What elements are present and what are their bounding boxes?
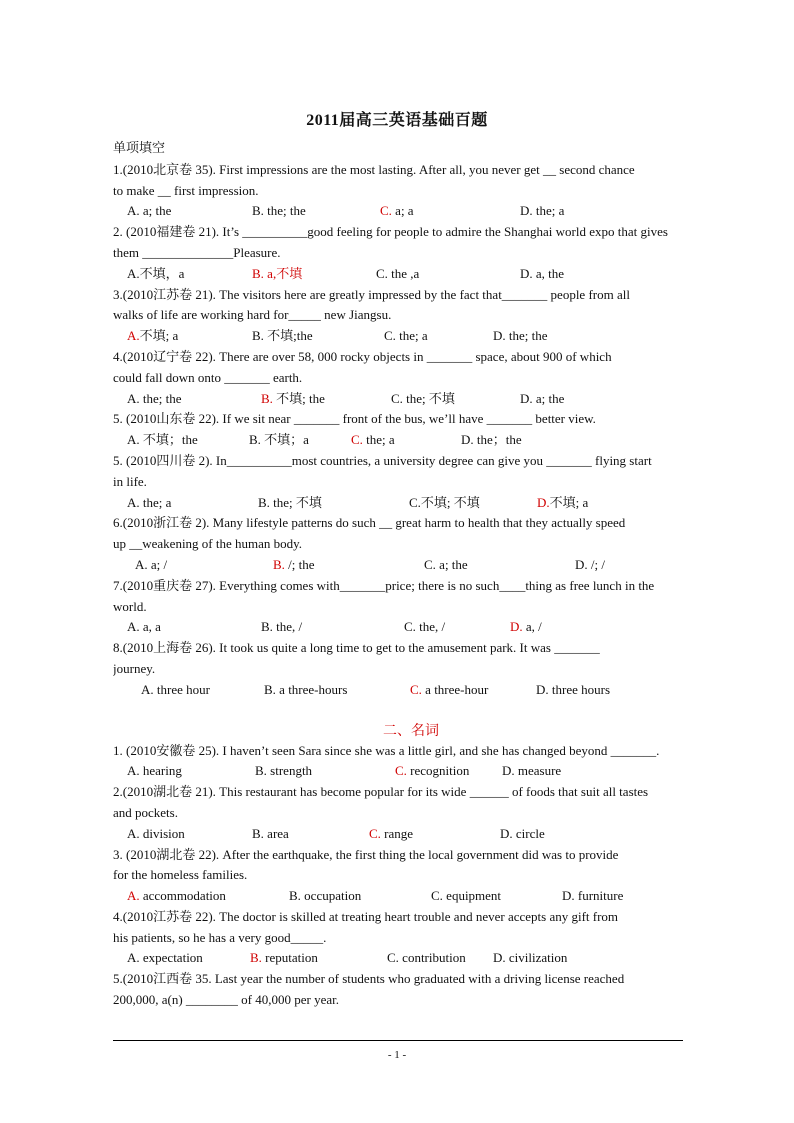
options-row: [113, 201, 709, 222]
option-a-text: accommodation: [139, 888, 226, 904]
option-c: C. equipment: [431, 888, 502, 904]
question-text: for the homeless families.: [113, 867, 248, 883]
options-row: [113, 493, 709, 514]
question-text: journey.: [113, 660, 156, 676]
option-d: D. the；the: [461, 432, 522, 448]
option-d: D. a; the: [520, 390, 565, 406]
question-text: 200,000, a(n) ________ of 40,000 per year.: [113, 992, 340, 1008]
question-text: 4.(2010江苏卷 22). The doctor is skilled at treating heart trouble and never accepts any gift from: [113, 908, 619, 924]
answer-marker: A.: [127, 328, 140, 344]
option-b-text: 不填; the: [272, 390, 325, 406]
answer-marker: B.: [261, 390, 273, 406]
option-d-text: 不填; a: [549, 494, 589, 510]
option-d: D. circle: [500, 825, 545, 841]
options-row: [113, 389, 709, 410]
option-a: A.不填，a: [127, 265, 185, 281]
option-a: A. a, a: [127, 619, 161, 635]
question-text: 4.(2010辽宁卷 22). There are over 58, 000 rocky objects in _______ space, about 900 of which: [113, 348, 612, 364]
question-text: 1. (2010安徽卷 25). I haven’t seen Sara since she was a little girl, and she has changed beyond _______.: [113, 742, 660, 758]
option-c: C. the ,a: [376, 265, 420, 281]
question-text: 7.(2010重庆卷 27). Everything comes with_______price; there is no such____thing as free lunch in the: [113, 577, 655, 593]
question-text: 1.(2010北京卷 35). First impressions are the most lasting. After all, you never get __ second chance: [113, 161, 635, 177]
option-c: C. contribution: [387, 950, 466, 966]
question-text: 2. (2010福建卷 21). It’s __________good feeling for people to admire the Shanghai world expo that gives: [113, 224, 668, 240]
question-text: 5. (2010四川卷 2). In__________most countries, a university degree can give you _______ flying start: [113, 452, 652, 468]
option-b-text: /; the: [284, 556, 315, 572]
option-b-text: reputation: [261, 950, 318, 966]
options-row: [113, 555, 709, 576]
option-c: C. the, /: [404, 619, 446, 635]
answer-marker: A.: [127, 888, 140, 904]
option-a: A. the; the: [127, 390, 182, 406]
option-c: C. the; a: [384, 328, 428, 344]
option-d-text: a, /: [522, 619, 542, 635]
option-b: B. strength: [255, 763, 313, 779]
question-text: 2.(2010湖北卷 21). This restaurant has become popular for its wide ______ of foods that suit all tastes: [113, 784, 649, 800]
option-b-text: a,不填: [263, 265, 303, 281]
answer-marker: C.: [395, 763, 407, 779]
option-d: D. /; /: [575, 556, 605, 572]
option-c: C.不填; 不填: [409, 494, 480, 510]
question-text: walks of life are working hard for_____ new Jiangsu.: [113, 307, 392, 323]
option-a: A. division: [127, 825, 185, 841]
option-a: A. 不填；the: [127, 432, 198, 448]
section-heading-single-choice: 单项填空: [113, 141, 166, 156]
answer-marker: B.: [250, 950, 262, 966]
option-a: A. hearing: [127, 763, 182, 779]
answer-marker: C.: [410, 681, 422, 697]
option-d: D. a, the: [520, 265, 565, 281]
footer-divider: [113, 1040, 683, 1041]
option-c-text: range: [380, 825, 414, 841]
question-text: in life.: [113, 473, 147, 489]
option-c-text: a three-hour: [421, 681, 489, 697]
option-d: D. the; a: [520, 203, 565, 219]
options-row: [113, 886, 709, 907]
option-b: B. occupation: [289, 888, 362, 904]
option-d: D. measure: [502, 763, 562, 779]
option-a-text: 不填; a: [139, 328, 179, 344]
option-b: B. 不填；a: [249, 432, 309, 448]
option-b: B. the, /: [261, 619, 303, 635]
question-text: to make __ first impression.: [113, 182, 259, 198]
option-d: D. furniture: [562, 888, 624, 904]
question-text: 5.(2010江西卷 35. Last year the number of students who graduated with a driving license reached: [113, 971, 625, 987]
option-d: D. the; the: [493, 328, 548, 344]
section-heading-nouns: 二、名词: [383, 722, 439, 739]
answer-marker: C.: [369, 825, 381, 841]
options-row: [113, 617, 709, 638]
options-row: [113, 680, 709, 701]
answer-marker: C.: [380, 203, 392, 219]
question-text: 3. (2010湖北卷 22). After the earthquake, the first thing the local government did was to provide: [113, 846, 619, 862]
options-row: [113, 326, 709, 347]
option-c: C. a; the: [424, 556, 468, 572]
option-a: A. three hour: [141, 681, 210, 697]
option-b: B. area: [252, 825, 289, 841]
option-c-text: a; a: [391, 203, 414, 219]
question-text: 8.(2010上海卷 26). It took us quite a long time to get to the amusement park. It was _______: [113, 640, 600, 656]
options-row: [113, 264, 709, 285]
answer-marker: C.: [351, 432, 363, 448]
question-text: 3.(2010江苏卷 21). The visitors here are greatly impressed by the fact that_______ people from all: [113, 286, 630, 302]
question-text: 6.(2010浙江卷 2). Many lifestyle patterns do such __ great harm to health that they actually speed: [113, 515, 626, 531]
option-b: B. the; 不填: [258, 494, 322, 510]
question-text: 5. (2010山东卷 22). If we sit near _______ front of the bus, we’ll have _______ better view.: [113, 411, 596, 427]
question-text: world.: [113, 598, 147, 614]
options-row: [113, 430, 709, 451]
options-row: [113, 761, 709, 782]
question-text: his patients, so he has a very good_____.: [113, 929, 327, 945]
question-text: them ______________Pleasure.: [113, 244, 281, 260]
question-text: could fall down onto _______ earth.: [113, 369, 303, 385]
options-row: [113, 948, 709, 969]
option-b: B. 不填;the: [252, 328, 313, 344]
answer-marker: B.: [252, 265, 264, 281]
option-c: C. the; 不填: [391, 390, 455, 406]
page-title: 2011届高三英语基础百题: [306, 112, 488, 129]
question-text: up __weakening of the human body.: [113, 536, 303, 552]
answer-marker: D.: [510, 619, 523, 635]
option-a: A. expectation: [127, 950, 203, 966]
answer-marker: D.: [537, 494, 550, 510]
content: [113, 139, 709, 1011]
page-number: - 1 -: [387, 1049, 407, 1061]
option-c-text: recognition: [406, 763, 470, 779]
options-row: [113, 824, 709, 845]
answer-marker: B.: [273, 556, 285, 572]
option-a: A. a; /: [135, 556, 168, 572]
option-b: B. a three-hours: [264, 681, 348, 697]
option-a: A. a; the: [127, 203, 172, 219]
option-c-text: the; a: [362, 432, 395, 448]
question-text: and pockets.: [113, 804, 178, 820]
option-a: A. the; a: [127, 494, 172, 510]
option-d: D. civilization: [493, 950, 568, 966]
option-d: D. three hours: [536, 681, 611, 697]
option-b: B. the; the: [252, 203, 306, 219]
